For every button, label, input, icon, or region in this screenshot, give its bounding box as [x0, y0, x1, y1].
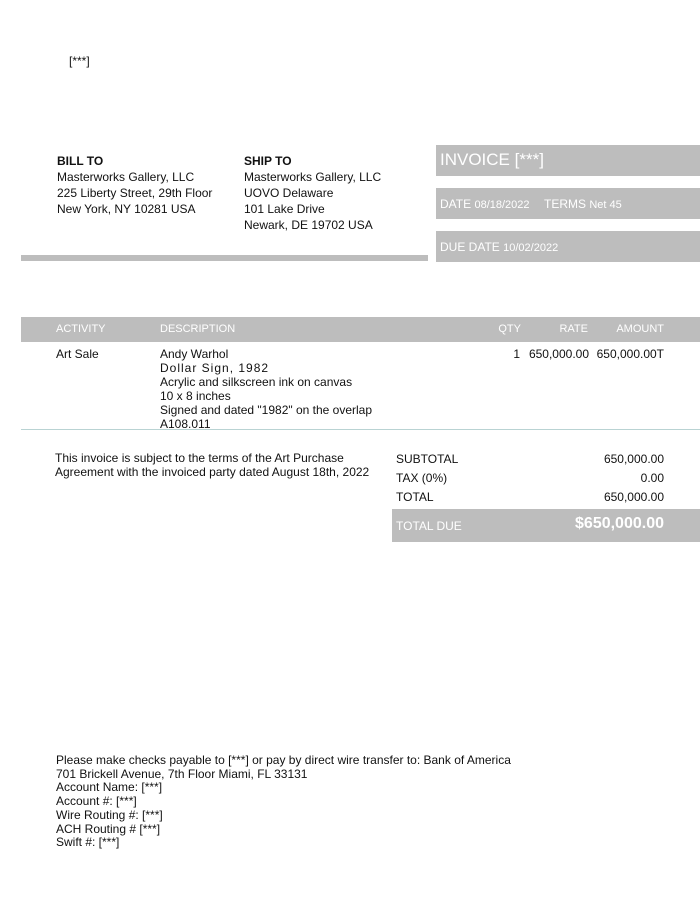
terms-value: Net 45 — [589, 199, 622, 211]
row-qty: 1 — [513, 347, 520, 361]
payment-line: Wire Routing #: [***] — [56, 807, 163, 822]
table-header — [21, 317, 700, 342]
description-line: Dollar Sign, 1982 — [160, 361, 270, 375]
header-amount: AMOUNT — [616, 323, 664, 335]
total-due-label: TOTAL DUE — [396, 519, 462, 533]
bill-to-line: Masterworks Gallery, LLC — [57, 170, 195, 184]
bill-to-heading: BILL TO — [57, 154, 104, 168]
description-line: 10 x 8 inches — [160, 389, 231, 403]
description-line: Acrylic and silkscreen ink on canvas — [160, 375, 353, 389]
description-line: Andy Warhol — [160, 347, 229, 361]
payment-line: Please make checks payable to [***] or pay by direct wire transfer to: Bank of America — [56, 753, 511, 767]
bill-to-block — [57, 153, 212, 217]
payment-line: Account #: [***] — [56, 794, 137, 809]
row-amount: 650,000.00T — [596, 347, 664, 361]
subtotal-label: SUBTOTAL — [396, 452, 459, 466]
ship-to-heading: SHIP TO — [244, 154, 292, 168]
ship-to-line: Masterworks Gallery, LLC — [244, 170, 382, 184]
payment-instructions — [56, 754, 511, 850]
subtotal-value: 650,000.00 — [603, 452, 664, 466]
terms-note-line: Agreement with the invoiced party dated August 18th, 2022 — [55, 465, 370, 479]
bill-to-line: 225 Liberty Street, 29th Floor — [57, 186, 213, 200]
date-label: DATE — [440, 197, 472, 211]
total-due-amount: $650,000.00 — [575, 515, 664, 532]
description-line: Signed and dated "1982" on the overlap — [160, 403, 373, 417]
header-rate: RATE — [559, 323, 588, 335]
company-logo-placeholder: [***] — [69, 54, 90, 68]
header-activity: ACTIVITY — [56, 323, 106, 335]
payment-line: 701 Brickell Avenue, 7th Floor Miami, FL 33131 — [56, 766, 308, 781]
invoice-date-bar — [436, 188, 700, 219]
tax-label: TAX (0%) — [396, 471, 448, 485]
terms-label: TERMS — [544, 197, 586, 211]
header-description: DESCRIPTION — [160, 323, 236, 335]
payment-line: Account Name: [***] — [56, 780, 163, 795]
ship-to-line: 101 Lake Drive — [244, 202, 325, 216]
invoice-title: INVOICE [***] — [440, 150, 544, 169]
address-divider — [21, 255, 428, 261]
row-description — [160, 347, 372, 431]
invoice-title-bar — [436, 145, 700, 176]
row-rate: 650,000.00 — [528, 347, 589, 361]
ship-to-block — [244, 153, 381, 233]
ship-to-line: Newark, DE 19702 USA — [244, 218, 373, 232]
bill-to-line: New York, NY 10281 USA — [57, 202, 196, 216]
invoice-due-bar — [436, 231, 700, 262]
row-activity: Art Sale — [56, 347, 99, 361]
total-value: 650,000.00 — [603, 490, 664, 504]
total-label: TOTAL — [396, 490, 434, 504]
due-date-label: DUE DATE — [440, 240, 500, 254]
total-due-bar — [392, 509, 700, 542]
table-row — [21, 342, 700, 430]
date-value: 08/18/2022 — [474, 199, 530, 211]
description-line: A108.011 — [160, 417, 211, 431]
due-date-value: 10/02/2022 — [503, 242, 559, 254]
terms-note — [55, 451, 385, 479]
ship-to-line: UOVO Delaware — [244, 186, 334, 200]
header-qty: QTY — [498, 323, 521, 335]
payment-line: Swift #: [***] — [56, 835, 120, 850]
payment-line: ACH Routing # [***] — [56, 821, 161, 836]
tax-value: 0.00 — [640, 471, 664, 485]
terms-note-line: This invoice is subject to the terms of the Art Purchase — [55, 451, 344, 465]
